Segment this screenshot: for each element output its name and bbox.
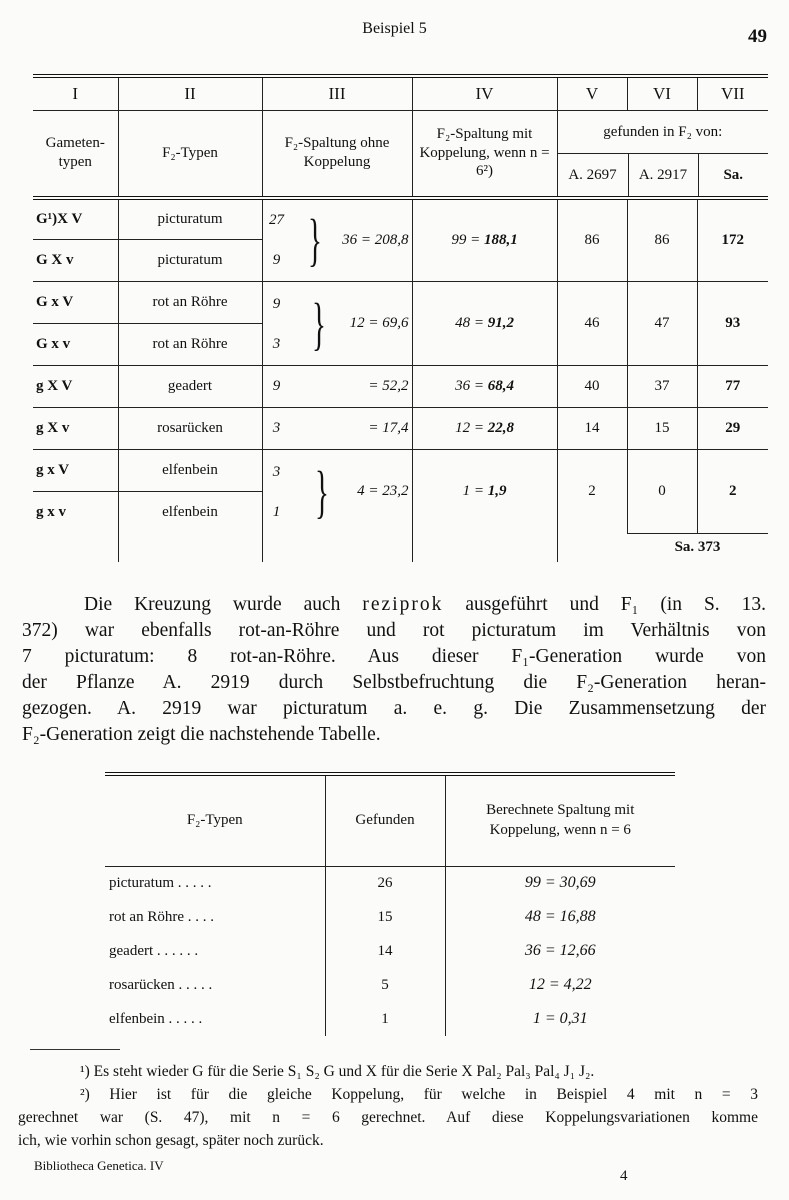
col-num: VII [697, 76, 768, 110]
f2-type: geadert . . . . . . [109, 942, 199, 959]
found-a2917: 86 [627, 198, 697, 282]
table-row [33, 408, 768, 450]
calculated: 12 = 4,22 [445, 968, 675, 1002]
table-row [33, 282, 768, 324]
header-found: gefunden in F₂ von: [558, 111, 769, 154]
total-row [33, 534, 768, 562]
ratio: 9 [272, 252, 281, 269]
found-a2917: 15 [627, 408, 697, 450]
found-a2917: 0 [627, 450, 697, 534]
brace-icon: } [311, 290, 326, 356]
table-row [33, 450, 768, 492]
found-sum: 93 [697, 282, 768, 366]
found-a2917: 37 [627, 366, 697, 408]
calculated: 36 = 12,66 [445, 934, 675, 968]
header-with: F₂-Spaltung mit Koppelung, wenn n = 6²) [412, 110, 557, 198]
gamete: G X v [33, 240, 118, 282]
ratio: 27 [269, 212, 284, 229]
found-a2697: 2 [557, 450, 627, 534]
found-a2697: 86 [557, 198, 627, 282]
header-calc: Berechnete Spaltung mit Koppelung, wenn n = 6 [445, 774, 675, 866]
text-line: 372) war ebenfalls rot-an-Röhre und rot picturatum im Verhältnis von [22, 620, 766, 641]
found-a2917: 47 [627, 282, 697, 366]
footnotes [18, 1060, 758, 1152]
f2-type: rot an Röhre . . . . [109, 908, 214, 925]
header-a2917: A. 2917 [628, 154, 698, 196]
publication-footer: Bibliotheca Genetica. IV [34, 1158, 164, 1173]
header-found: Gefunden [325, 774, 445, 866]
ratio: 1 [272, 503, 281, 520]
coupling-n: 1 = [462, 483, 484, 500]
f2-type: rosarücken . . . . . [109, 976, 213, 993]
table-row [105, 1002, 675, 1036]
header-without: F₂-Spaltung ohne Koppelung [262, 110, 412, 198]
found-a2697: 14 [557, 408, 627, 450]
header-types: F₂-Typen [105, 774, 325, 866]
f2-type: elfenbein . . . . . [109, 1010, 203, 1027]
f2-type: picturatum [118, 198, 262, 240]
text: ausgeführt und F₁ (in S. 13. [465, 594, 767, 615]
footnote-divider [30, 1049, 120, 1050]
page-number: 49 [748, 26, 767, 47]
found: 1 [325, 1002, 445, 1036]
f2-type: geadert [118, 366, 262, 408]
without-coupling: 12 = 69,6 [349, 315, 409, 331]
calculated: 48 = 16,88 [445, 900, 675, 934]
header-a2697: A. 2697 [568, 166, 617, 183]
text-spaced: reziprok [362, 594, 444, 615]
signature-mark: 4 [620, 1168, 628, 1184]
table-row [33, 198, 768, 240]
ratio: 3 [272, 420, 281, 436]
table-row [105, 900, 675, 934]
without-coupling: 4 = 23,2 [357, 483, 409, 500]
calculated: 1 = 0,31 [445, 1002, 675, 1036]
coupling-n: 12 = [455, 420, 484, 436]
coupling-value: 22,8 [487, 420, 514, 436]
table-row [105, 968, 675, 1002]
found-sum: 172 [697, 198, 768, 282]
text: Die Kreuzung wurde auch [84, 594, 341, 615]
brace-icon: } [315, 458, 330, 524]
coupling-value: 1,9 [487, 483, 507, 500]
calculated: 99 = 30,69 [445, 866, 675, 900]
col-num: III [262, 76, 412, 110]
footnote-2-cont: gerechnet war (S. 47), mit n = 6 gerechnet. Auf diese Koppelungsvariationen komme [18, 1109, 758, 1126]
text-line: 7 picturatum: 8 rot-an-Röhre. Aus dieser F₁-Generation wurde von [22, 646, 766, 667]
f2-type: picturatum [118, 240, 262, 282]
found-sum: 2 [697, 450, 768, 534]
ratio: 3 [272, 335, 281, 352]
found-a2697: 46 [557, 282, 627, 366]
footnote-2-cont: ich, wie vorhin schon gesagt, später noch zurück. [18, 1132, 324, 1149]
f2-type: elfenbein [118, 450, 262, 492]
gamete: G x v [33, 324, 118, 366]
coupling-value: 188,1 [483, 231, 518, 248]
col-num: II [118, 76, 262, 110]
header-row [33, 110, 768, 198]
found: 15 [325, 900, 445, 934]
gamete: g X v [33, 408, 118, 450]
text-line: F₂-Generation zeigt die nachstehende Tabelle. [22, 724, 381, 745]
gamete: G¹)X V [33, 198, 118, 240]
ratio: 9 [272, 295, 281, 312]
found: 5 [325, 968, 445, 1002]
text-line: gezogen. A. 2919 war picturatum a. e. g. Die Zusammensetzung der [22, 698, 766, 719]
header-types: F₂-Typen [118, 110, 262, 198]
f2-type: elfenbein [118, 492, 262, 534]
header-gameten: Gameten- typen [33, 110, 118, 198]
col-num: I [33, 76, 118, 110]
text-line: der Pflanze A. 2919 durch Selbstbefruchtung die F₂-Generation heran- [22, 672, 766, 693]
f2-type: rosarücken [118, 408, 262, 450]
table-row [33, 366, 768, 408]
footnote-2: ²) Hier ist für die gleiche Koppelung, für welche in Beispiel 4 mit n = 3 [80, 1086, 758, 1103]
running-title: Beispiel 5 [362, 20, 427, 37]
header-found-group [557, 110, 768, 198]
found-sum: 77 [697, 366, 768, 408]
f2-type: rot an Röhre [118, 324, 262, 366]
col-num: V [557, 76, 627, 110]
coupling-value: 68,4 [487, 378, 514, 394]
gamete: g x V [33, 450, 118, 492]
coupling-value: 91,2 [487, 315, 514, 331]
col-num: IV [412, 76, 557, 110]
found: 26 [325, 866, 445, 900]
without-coupling: = 52,2 [368, 378, 409, 394]
header-row [105, 774, 675, 866]
found: 14 [325, 934, 445, 968]
without-coupling: = 17,4 [368, 420, 409, 436]
grand-total: Sa. 373 [674, 539, 721, 556]
col-num: VI [627, 76, 697, 110]
gamete: G x V [33, 282, 118, 324]
f2-type: rot an Röhre [118, 282, 262, 324]
brace-icon: } [307, 207, 322, 273]
coupling-n: 36 = [455, 378, 484, 394]
coupling-n: 48 = [455, 315, 484, 331]
table-row [105, 866, 675, 900]
table-row [105, 934, 675, 968]
f2-generation-table [105, 772, 675, 1036]
column-number-row [33, 76, 768, 110]
ratio: 9 [272, 378, 281, 394]
segregation-table [33, 74, 768, 562]
gamete: g x v [36, 504, 66, 521]
body-paragraph [22, 592, 766, 748]
f2-type: picturatum . . . . . [109, 874, 212, 891]
footnote-1: ¹) Es steht wieder G für die Serie S₁ S₂ G und X für die Serie X Pal₂ Pal₃ Pal₄ J₁ J₂. [80, 1063, 595, 1080]
coupling-n: 99 = [451, 231, 481, 248]
header-sa: Sa. [698, 154, 769, 196]
gamete: g X V [33, 366, 118, 408]
found-a2697: 40 [557, 366, 627, 408]
without-coupling: 36 = 208,8 [342, 231, 409, 248]
ratio: 3 [272, 463, 281, 480]
found-sum: 29 [697, 408, 768, 450]
